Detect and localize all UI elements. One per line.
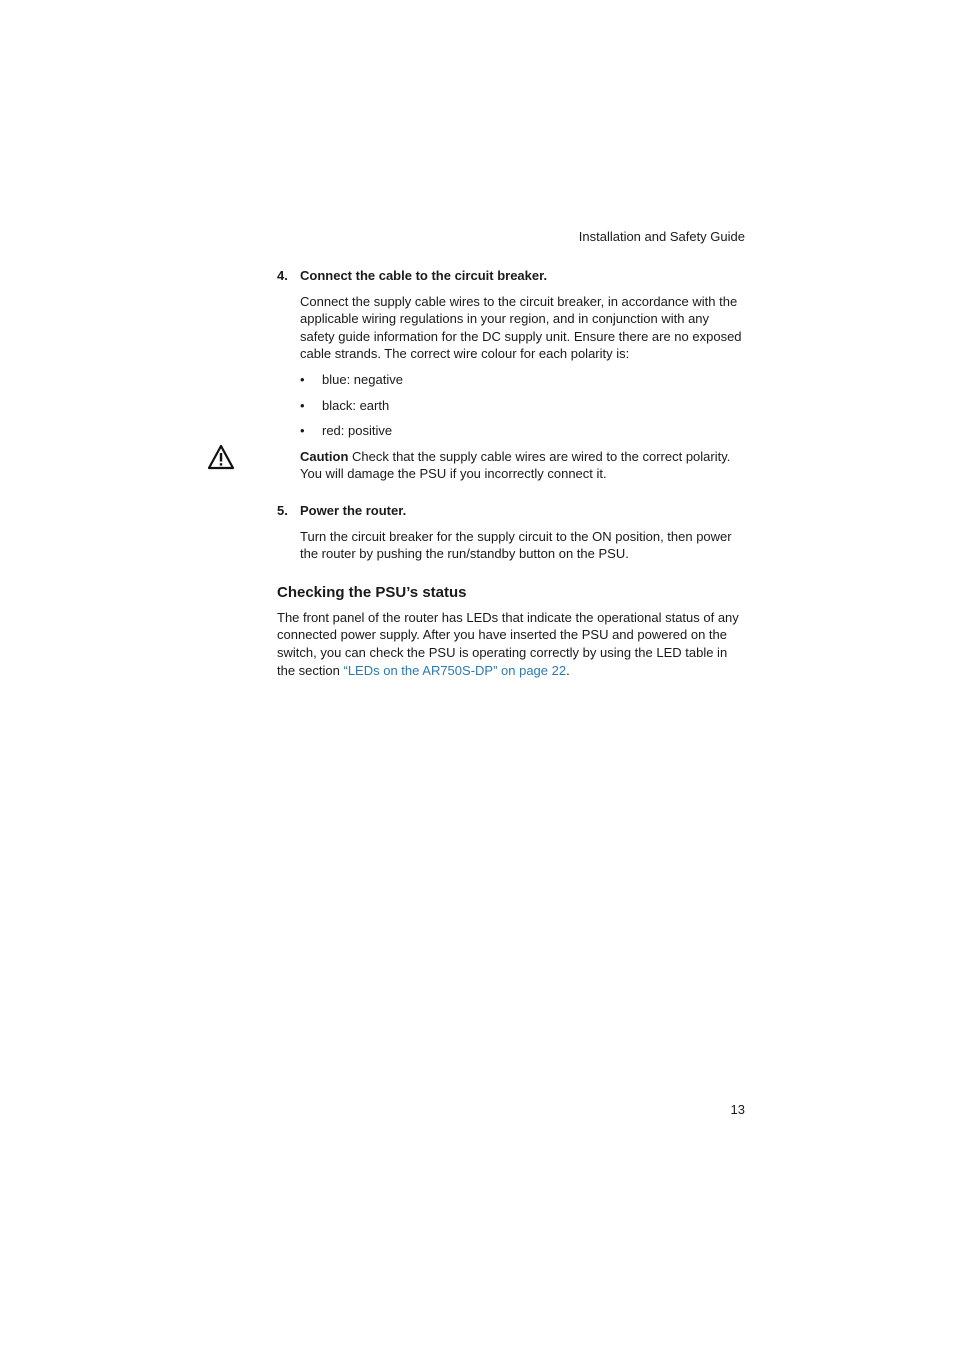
caution-text: Check that the supply cable wires are wired to the correct polarity. You will damage the PSU if you incorrectly connect it. bbox=[300, 448, 731, 482]
step-4-number: 4. bbox=[277, 268, 288, 283]
step-5-number: 5. bbox=[277, 502, 288, 518]
caution-note bbox=[300, 448, 747, 483]
list-item bbox=[300, 397, 747, 415]
list-item-text: red: positive bbox=[322, 423, 393, 439]
bullet-icon: • bbox=[300, 423, 305, 439]
step-5-body: Turn the circuit breaker for the supply circuit to the ON position, then power the router by pushing the run/standby button on the PSU. bbox=[300, 528, 732, 562]
section-title: Checking the PSU’s status bbox=[277, 583, 467, 601]
warning-triangle-icon bbox=[207, 444, 235, 470]
section-body-end: . bbox=[566, 662, 570, 678]
list-item-text: blue: negative bbox=[322, 371, 403, 387]
step-4-body: Connect the supply cable wires to the circuit breaker, in accordance with the applicable wiring regulations in your region, and in conjunction with any safety guide information for the DC supply unit. Ensure there are no exposed cable strands. The correct wire colour for each polarity is: bbox=[300, 293, 742, 362]
step-5-heading-text: Power the router. bbox=[300, 502, 407, 518]
running-header: Installation and Safety Guide bbox=[578, 229, 745, 244]
section-body-text: The front panel of the router has LEDs that indicate the operational status of any connected power supply. After you have inserted the PSU and powered on the switch, you can check the PSU is operating correctly by using the LED table in the section bbox=[277, 609, 739, 678]
list-item bbox=[300, 422, 747, 440]
section-body bbox=[277, 609, 747, 679]
caution-label: Caution bbox=[300, 448, 349, 464]
list-item bbox=[300, 371, 747, 389]
cross-reference-link[interactable]: “LEDs on the AR750S-DP” on page 22 bbox=[343, 662, 567, 678]
step-4-heading-text: Connect the cable to the circuit breaker. bbox=[300, 268, 548, 283]
polarity-list bbox=[300, 371, 747, 440]
bullet-icon: • bbox=[300, 397, 305, 413]
step-5-heading bbox=[277, 502, 747, 520]
list-item-text: black: earth bbox=[322, 397, 390, 413]
step-4-heading bbox=[277, 267, 747, 285]
bullet-icon: • bbox=[300, 371, 305, 387]
page-content bbox=[277, 267, 747, 679]
page-number: 13 bbox=[730, 1102, 745, 1117]
